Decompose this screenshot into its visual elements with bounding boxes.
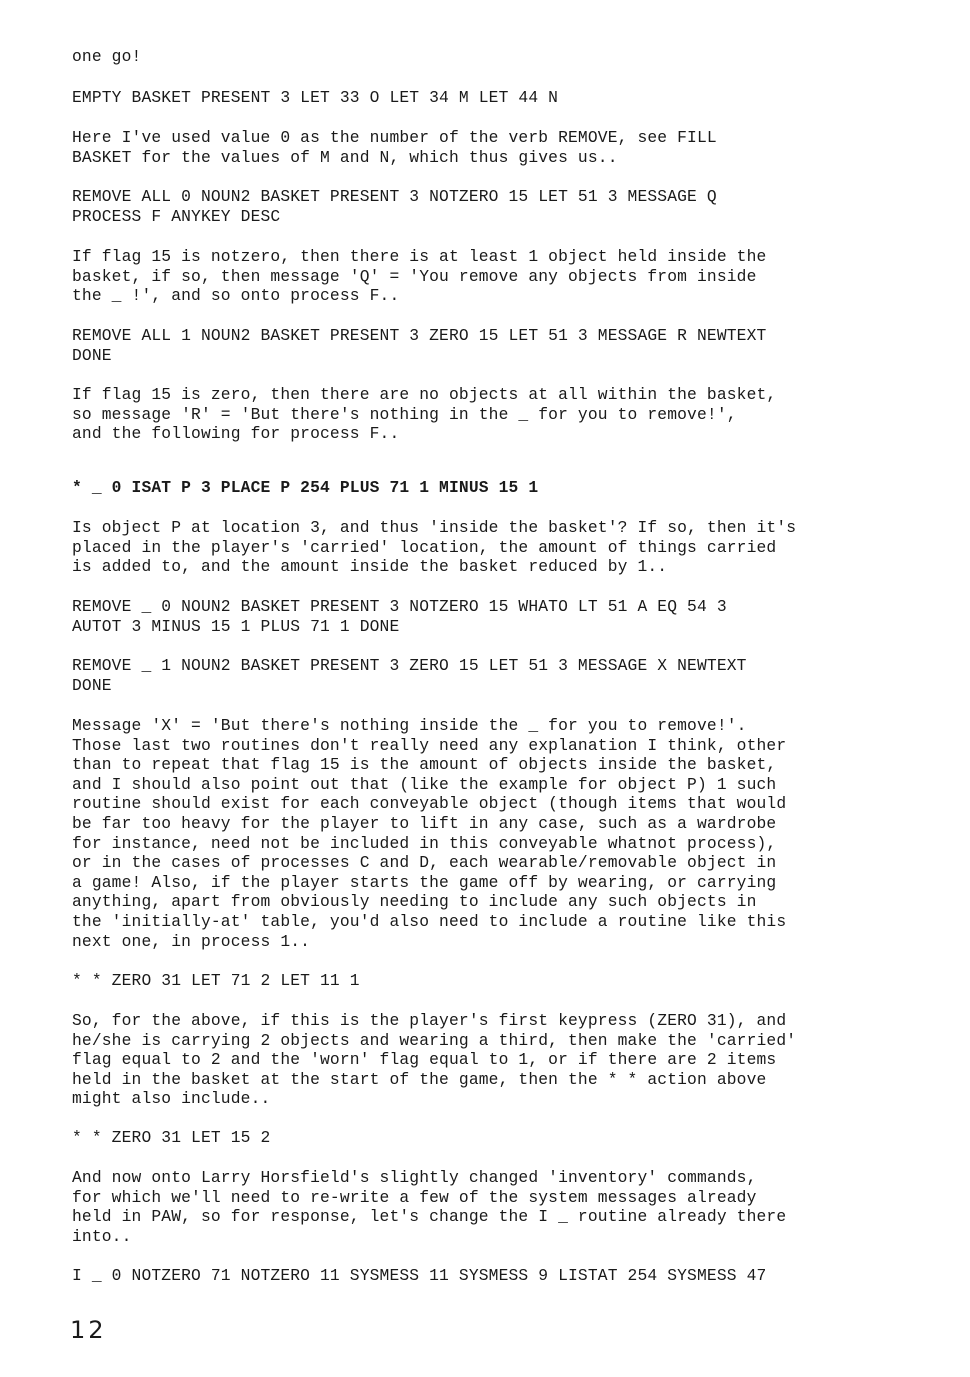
code-empty-basket: EMPTY BASKET PRESENT 3 LET 33 O LET 34 M LET 44 N xyxy=(72,88,559,107)
code-zero-31-let-71: * * ZERO 31 LET 71 2 LET 11 1 xyxy=(72,971,360,990)
paragraph-verb-remove: Here I've used value 0 as the number of the verb REMOVE, see FILL BASKET for the values of M and N, which thus gives us.. xyxy=(72,128,717,167)
code-zero-31-let-15: * * ZERO 31 LET 15 2 xyxy=(72,1128,271,1147)
paragraph-message-x: Message 'X' = 'But there's nothing inside the _ for you to remove!'. Those last two routines don't really need any explanation I think, other than to repeat that flag 15 is the amount of objects inside the basket, and I should also point out that (like the example for object P) 1 such routine should exist for each conveyable object (though items that would be far too heavy for the player to lift in any case, such as a wardrobe for instance, need not be included in this conveyable whatnot process), or in the cases of processes C and D, each wearable/removable object in a game! Also, if the player starts the game off by wearing, or carrying anything, apart from obviously needing to include any such objects in the 'initially-at' table, you'd also need to include a routine like this next one, in process 1.. xyxy=(72,716,787,951)
code-inventory-routine: I _ 0 NOTZERO 71 NOTZERO 11 SYSMESS 11 SYSMESS 9 LISTAT 254 SYSMESS 47 xyxy=(72,1266,767,1285)
code-remove-all-notzero: REMOVE ALL 0 NOUN2 BASKET PRESENT 3 NOTZERO 15 LET 51 3 MESSAGE Q PROCESS F ANYKEY DESC xyxy=(72,187,717,226)
text-line-continuation: one go! xyxy=(72,47,142,66)
paragraph-inventory-commands: And now onto Larry Horsfield's slightly changed 'inventory' commands, for which we'll need to re-write a few of the system messages already held in PAW, so for response, let's change the I _ routine already there into.. xyxy=(72,1168,787,1246)
paragraph-object-p: Is object P at location 3, and thus 'inside the basket'? If so, then it's placed in the player's 'carried' location, the amount of things carried is added to, and the amount inside the basket reduced by 1.. xyxy=(72,518,797,577)
code-remove-zero-message-x: REMOVE _ 1 NOUN2 BASKET PRESENT 3 ZERO 15 LET 51 3 MESSAGE X NEWTEXT DONE xyxy=(72,656,747,695)
code-remove-all-zero: REMOVE ALL 1 NOUN2 BASKET PRESENT 3 ZERO 15 LET 51 3 MESSAGE R NEWTEXT DONE xyxy=(72,326,767,365)
paragraph-flag-zero: If flag 15 is zero, then there are no objects at all within the basket, so message 'R' = 'But there's nothing in the _ for you to remove!', and the following for process F.. xyxy=(72,385,777,444)
paragraph-flag-notzero: If flag 15 is notzero, then there is at least 1 object held inside the basket, if so, then message 'Q' = 'You remove any objects from inside the _ !', and so onto process F.. xyxy=(72,247,767,306)
paragraph-first-keypress: So, for the above, if this is the player's first keypress (ZERO 31), and he/she is carrying 2 objects and wearing a third, then make the 'carried' flag equal to 2 and the 'worn' flag equal to 1, or if there are 2 items held in the basket at the start of the game, then the * * action above might also include.. xyxy=(72,1011,797,1109)
page-number: 12 xyxy=(70,1316,107,1344)
code-remove-notzero-whato: REMOVE _ 0 NOUN2 BASKET PRESENT 3 NOTZERO 15 WHATO LT 51 A EQ 54 3 AUTOT 3 MINUS 15 1 PLUS 71 1 DONE xyxy=(72,597,727,636)
code-process-f: * _ 0 ISAT P 3 PLACE P 254 PLUS 71 1 MINUS 15 1 xyxy=(72,478,539,497)
